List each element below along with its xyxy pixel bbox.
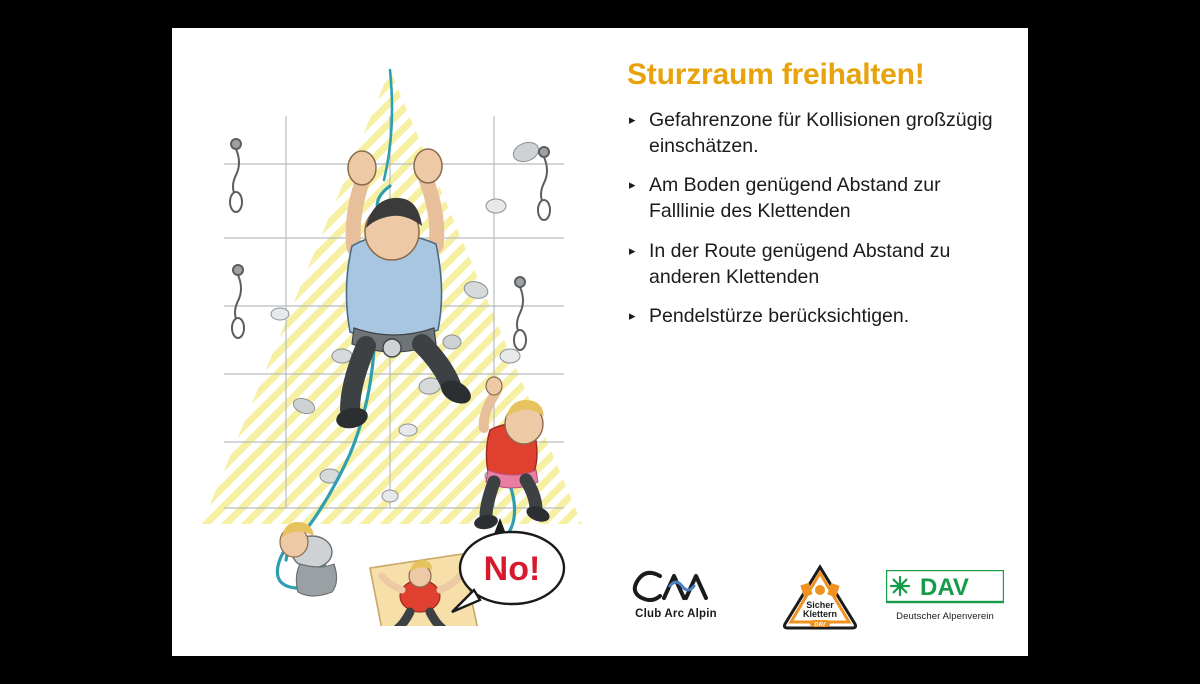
page-title: Sturzraum freihalten! bbox=[627, 58, 925, 91]
list-item-text: Am Boden genügend Abstand zur Falllinie des Klettenden bbox=[649, 174, 941, 223]
bullet-list bbox=[627, 107, 1012, 329]
logo-club-arc-alpin bbox=[616, 568, 736, 620]
logo-sicher-klettern bbox=[780, 564, 860, 635]
bullet-marker-icon: ▸ bbox=[629, 307, 636, 323]
bullet-marker-icon: ▸ bbox=[629, 112, 636, 127]
climbing-wall-illustration bbox=[194, 56, 586, 626]
list-item bbox=[627, 238, 1012, 290]
list-item-text: In der Route genügend Abstand zu anderen Klettenden bbox=[649, 239, 951, 288]
caa-mark-icon bbox=[630, 568, 722, 602]
slide-canvas bbox=[172, 28, 1028, 656]
speech-bubble-text: No! bbox=[483, 550, 541, 588]
dav-subtitle: Deutscher Alpenverein bbox=[896, 611, 994, 622]
logo-dav bbox=[880, 570, 1010, 622]
list-item bbox=[627, 107, 1012, 159]
sicher-klettern-badge-icon bbox=[782, 564, 858, 630]
dav-mark-icon bbox=[886, 570, 1004, 604]
illustration-svg bbox=[194, 56, 586, 626]
klettern-label: Klettern bbox=[802, 609, 838, 619]
list-item bbox=[627, 172, 1012, 224]
text-column bbox=[627, 58, 1012, 342]
list-item-text: Pendelstürze berücksichtigen. bbox=[649, 304, 910, 327]
logo-row bbox=[612, 566, 1012, 636]
dav-letters: DAV bbox=[920, 574, 969, 601]
list-item bbox=[627, 303, 1012, 329]
caa-name-label: Club Arc Alpin bbox=[635, 608, 717, 620]
dav-badge-label: DAV bbox=[814, 622, 826, 628]
sicher-label: Sicher bbox=[806, 600, 834, 610]
list-item-text: Gefahrenzone für Kollisionen großzügig einschätzen. bbox=[649, 109, 993, 158]
bullet-marker-icon: ▸ bbox=[629, 242, 636, 258]
bullet-marker-icon: ▸ bbox=[629, 177, 636, 193]
